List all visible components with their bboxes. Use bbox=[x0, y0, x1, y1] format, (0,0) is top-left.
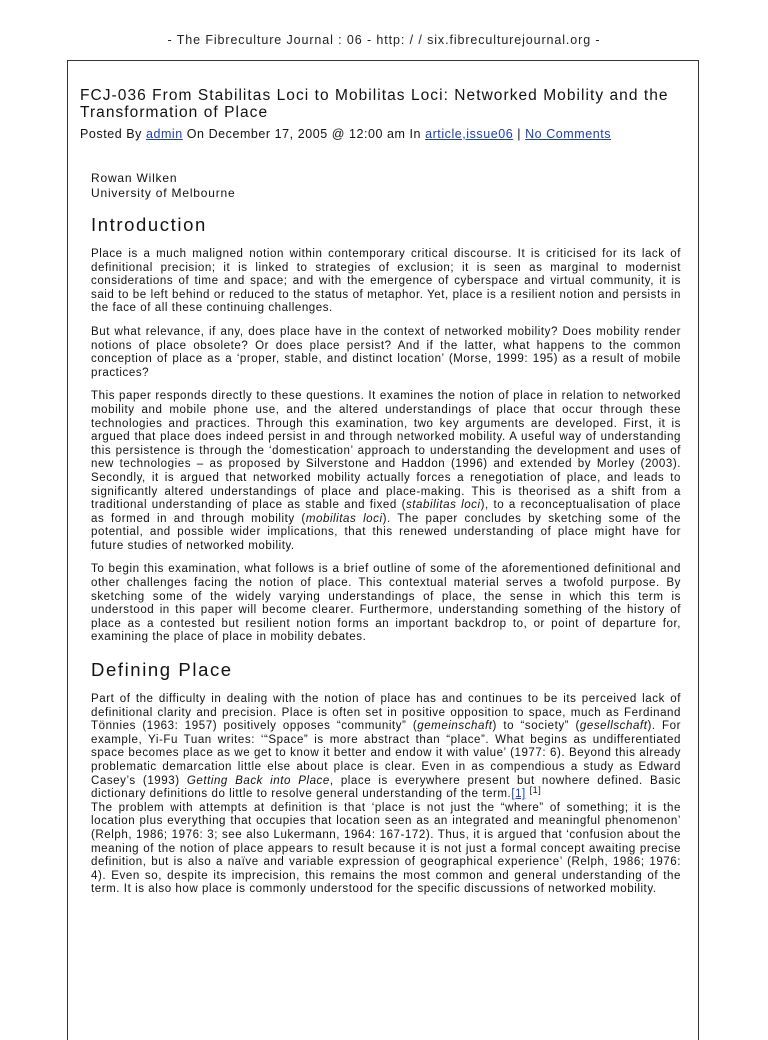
text-run: ) to “society” ( bbox=[492, 720, 580, 733]
paragraph bbox=[91, 693, 681, 897]
italic-book-title: Getting Back into Place bbox=[186, 774, 330, 787]
italic-term: stabilitas loci bbox=[405, 499, 481, 512]
author-name: Rowan Wilken bbox=[91, 171, 178, 185]
article-body bbox=[91, 171, 681, 907]
meta-prefix: Posted By bbox=[80, 127, 146, 141]
meta-date: On December 17, 2005 @ 12:00 am In bbox=[182, 127, 426, 141]
section-heading-defining-place: Defining Place bbox=[91, 659, 233, 681]
author-link[interactable]: admin bbox=[145, 127, 183, 141]
comments-link[interactable]: No Comments bbox=[525, 127, 612, 141]
running-header: - The Fibreculture Journal : 06 - http: / / six.fibreculturejournal.org - bbox=[167, 33, 601, 47]
paragraph: But what relevance, if any, does place have in the context of networked mobility? Does mobility render notions of place obsolete? Or does place persist? And if the latter, what happens to the common conception of place as a ‘proper, stable, and distinct location’ (Morse, 1999: 195) as a result of mobile practices? bbox=[91, 325, 681, 379]
article-header bbox=[80, 87, 680, 142]
text-run: This paper responds directly to these questions. It examines the notion of place in relation to networked mobility and mobile phone use, and the altered understandings of place that occur through these technologies and practices. Through this examination, two key arguments are developed. First, it is argued that place does indeed persist in and through networked mobility. A useful way of understanding this persistence is through the ‘domestication’ approach to understanding the development and uses of new technologies – as proposed by Silverstone and Haddon (1996) and extended by Morley (2003). Secondly, it is argued that networked mobility actually forces a renegotiation of place, and leads to significantly altered understandings of place and place-making. This is theorised as a shift from a traditional understanding of place as stable and fixed ( bbox=[91, 390, 681, 512]
text-run: Part of the difficulty in dealing with the notion of place has and continues to be its perceived lack of definitional clarity and precision. Place is often set in positive opposition to space, much as Ferdinand Tönnies (1963: 1957) positively opposes “community” ( bbox=[91, 693, 681, 733]
italic-term: gesellschaft bbox=[579, 720, 648, 733]
text-run: ), to a reconceptualisation of place as formed in and through mobility ( bbox=[91, 499, 681, 525]
text-run: ). For example, Yi-Fu Tuan writes: ‘“Space” is more abstract than “place”. What begins as undifferentiated space becomes place as we get to know it better and endow it with value’ (1977: 6). Beyond this already problematic demarcation little else about place is clear. Even in as compendious a study as Edward Casey’s (1993) bbox=[91, 720, 681, 787]
footnote-marker: [1] bbox=[529, 785, 542, 796]
meta-separator: | bbox=[513, 127, 526, 141]
author-affiliation: University of Melbourne bbox=[91, 185, 236, 200]
article-title: FCJ-036 From Stabilitas Loci to Mobilitas Loci: Networked Mobility and the Transformation of Place bbox=[80, 87, 669, 121]
article-frame bbox=[67, 60, 699, 1040]
footnote-link[interactable]: [1] bbox=[511, 788, 526, 801]
text-run: ). The paper concludes by sketching some of the potential, and possible wider implications, that this renewed understanding of place might have for future studies of networked mobility. bbox=[91, 512, 681, 552]
category-link[interactable]: article,issue06 bbox=[425, 127, 514, 141]
text-run: The problem with attempts at definition is that ‘place is not just the “where” of something; it is the location plus everything that occupies that location seen as an integrated and meaningful phenomenon’ (Relph, 1986; 1976: 3; see also Lukermann, 1964: 167-172). Thus, it is argued that ‘confusion about the meaning of the notion of place appears to result because it is not just a formal concept awaiting precise definition, but is also a naïve and variable expression of geographical experience’ (Relph, 1986; 1976: 4). Even so, despite its imprecision, this remains the most common and general understanding of the term. It is also how place is commonly understood for the specific discussions of networked mobility. bbox=[91, 801, 681, 896]
section-heading-introduction: Introduction bbox=[91, 214, 207, 235]
paragraph: To begin this examination, what follows is a brief outline of some of the aforementioned definitional and other challenges facing the notion of place. This contextual material serves a twofold purpose. By sketching some of the widely varying understandings of place, the sense in which this term is understood in this paper will become clearer. Furthermore, understanding something of the history of place as a contested but resilient notion forms an important backdrop to, or point of departure for, examining the place of place in mobility debates. bbox=[91, 563, 681, 644]
paragraph bbox=[91, 390, 681, 553]
italic-term: gemeinschaft bbox=[417, 720, 493, 733]
italic-term: mobilitas loci bbox=[305, 512, 383, 525]
post-meta bbox=[80, 127, 680, 142]
paragraph: Place is a much maligned notion within contemporary critical discourse. It is criticised for its lack of definitional precision; it is linked to strategies of exclusion; it is seen as marginal to modernist considerations of time and space; and with the emergence of cyberspace and virtual community, it is said to be left behind or reduced to the status of metaphor. Yet, place is a resilient notion and persists in the face of all these continuing challenges. bbox=[91, 248, 681, 315]
text-run: , place is everywhere present but nowhere defined. Basic dictionary definitions do little to resolve general understanding of the term. bbox=[91, 774, 681, 801]
